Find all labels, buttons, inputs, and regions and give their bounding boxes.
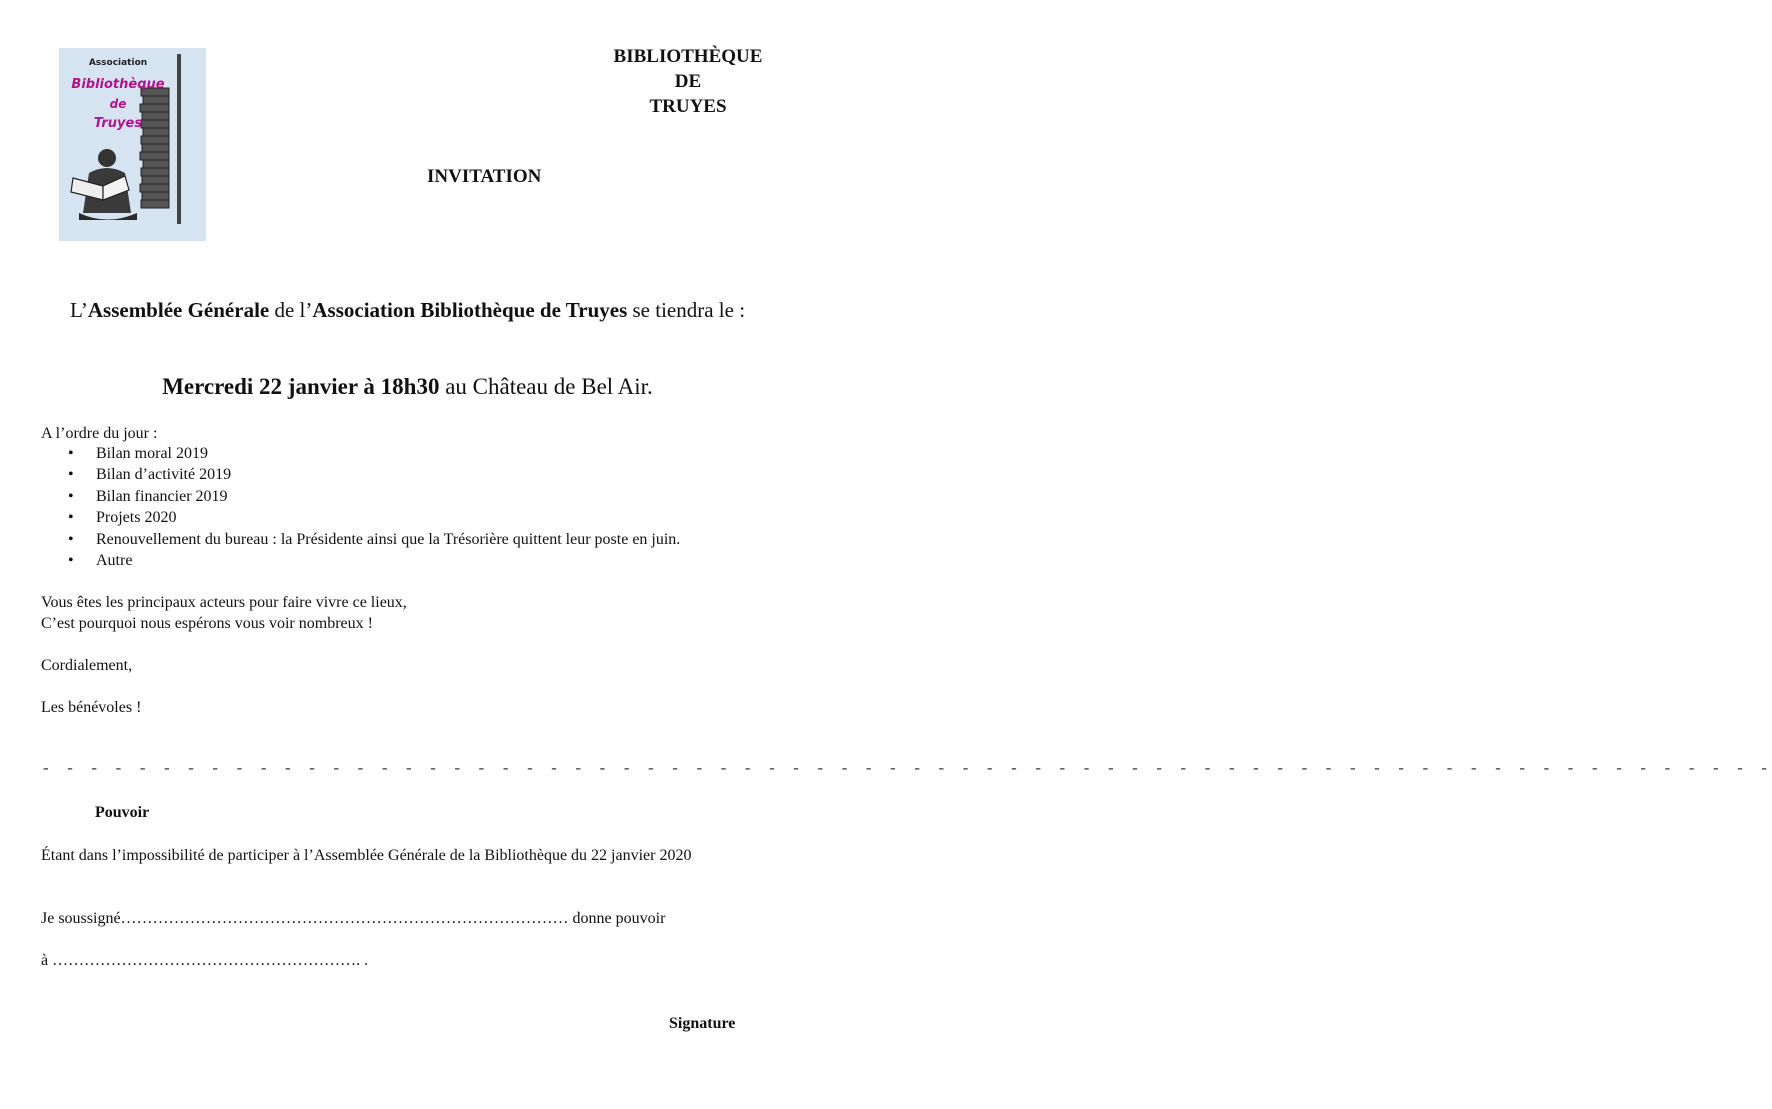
announcement-text-1: L’ [69,298,88,322]
logo-line-association: Association [88,58,148,68]
proxy-undersigned-line: Je soussigné………………………………………………………………………… donne pouvoir [41,910,666,927]
agenda-intro: A l’ordre du jour : [41,425,158,442]
logo-line-de: de [109,97,127,111]
announcement-text-3: se tiendra le : [627,298,746,322]
list-item [41,486,680,507]
closing-line-1: Vous êtes les principaux acteurs pour faire vivre ce lieux, [41,594,407,611]
proxy-statement: Étant dans l’impossibilité de participer à l’Assemblée Générale de la Bibliothèque du 22 janvier 2020 [41,847,692,864]
cut-here-divider: - - - - - - - - - - - - - - - - - - - - - - - - - - - - - - - - - - - - - - - - - - - - - - - - - - - - - - - - - - - - - - - - - - - - - - - - [41,760,1772,778]
agenda-item-text: Bilan financier 2019 [96,487,228,505]
bullet: • [68,530,74,548]
bullet: • [68,487,74,505]
agenda-item-text: Renouvellement du bureau : la Présidente ainsi que la Trésorière quittent leur poste en juin. [96,530,681,548]
closing-greeting: Cordialement, [41,657,133,674]
meeting-date-line [40,372,775,402]
organization-name-line-3: TRUYES [649,96,727,117]
organization-name [600,44,776,119]
logo-line-truyes: Truyes [93,116,143,131]
list-item [41,529,680,550]
bullet: • [68,551,74,569]
agenda-item-text: Projets 2020 [96,509,177,527]
organization-name-line-2: DE [674,71,702,92]
list-item [41,464,680,485]
list-item [41,550,680,571]
announcement-association-name: Association Bibliothèque de Truyes [312,298,628,322]
association-logo [59,48,206,241]
agenda-item-text: Bilan moral 2019 [96,445,208,462]
announcement-text-2: de l’ [269,298,313,322]
list-item [41,507,680,528]
closing-signoff: Les bénévoles ! [41,699,142,716]
bullet: • [68,509,74,527]
list-item [41,443,680,464]
invitation-heading: INVITATION [427,166,542,187]
agenda-list [41,443,680,571]
organization-name-line-1: BIBLIOTHÈQUE [613,46,763,67]
logo-line-bibliotheque: Bibliothèque [71,77,165,92]
bullet: • [68,466,74,484]
meeting-location: au Château de Bel Air. [439,374,653,399]
announcement-assembly-name: Assemblée Générale [87,298,270,322]
closing-line-2: C’est pourquoi nous espérons vous voir nombreux ! [41,615,373,632]
signature-label: Signature [669,1015,736,1032]
meeting-date-time: Mercredi 22 janvier à 18h30 [162,374,440,399]
bullet: • [68,445,74,462]
announcement-paragraph [40,296,775,324]
proxy-recipient-line: à …………………………………………………. . [41,952,369,969]
agenda-item-text: Autre [96,551,133,569]
agenda-item-text: Bilan d’activité 2019 [96,466,232,484]
proxy-title: Pouvoir [95,804,150,821]
